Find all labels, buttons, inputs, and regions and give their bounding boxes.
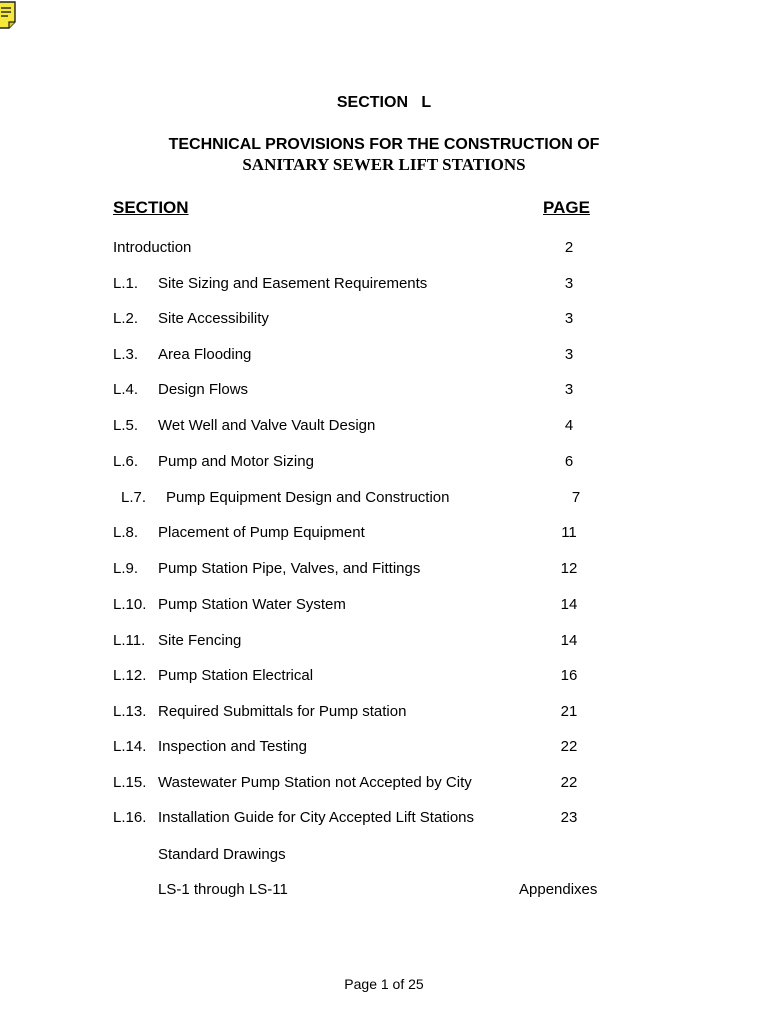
toc-row <box>0 524 768 546</box>
toc-number: L.1. <box>113 275 139 292</box>
toc-title: Site Accessibility <box>158 310 269 327</box>
toc-row-standard-drawings <box>0 846 768 868</box>
toc-number: L.10. <box>113 596 147 613</box>
toc-page: 22 <box>560 774 578 791</box>
toc-title: Pump Station Electrical <box>158 667 314 684</box>
toc-page: 6 <box>564 453 574 470</box>
document-title-line-2: SANITARY SEWER LIFT STATIONS <box>242 155 526 174</box>
toc-number: L.16. <box>113 809 147 826</box>
toc-title: Site Fencing <box>158 632 242 649</box>
toc-row <box>0 560 768 582</box>
toc-row <box>0 632 768 654</box>
toc-page: 2 <box>564 239 574 256</box>
document-title-line-1: TECHNICAL PROVISIONS FOR THE CONSTRUCTION OF <box>168 136 600 153</box>
toc-row <box>0 489 768 511</box>
toc-title: Inspection and Testing <box>158 738 307 755</box>
toc-row <box>0 774 768 796</box>
toc-title: Required Submittals for Pump station <box>158 703 407 720</box>
toc-title: Design Flows <box>158 381 249 398</box>
toc-number: L.6. <box>113 453 139 470</box>
toc-page: 7 <box>571 489 581 506</box>
toc-number: L.3. <box>113 346 139 363</box>
toc-row <box>0 809 768 831</box>
toc-row <box>0 310 768 332</box>
toc-title: Wet Well and Valve Vault Design <box>158 417 376 434</box>
toc-page: 12 <box>560 560 578 577</box>
toc-row <box>0 667 768 689</box>
toc-number: L.8. <box>113 524 139 541</box>
toc-page: 14 <box>560 596 578 613</box>
toc-page: 11 <box>561 524 577 541</box>
toc-title: Pump and Motor Sizing <box>158 453 314 470</box>
toc-page: 14 <box>560 632 578 649</box>
toc-title: Pump Equipment Design and Construction <box>166 489 450 506</box>
toc-number: L.9. <box>113 560 139 577</box>
toc-page: 21 <box>560 703 578 720</box>
toc-title: Area Flooding <box>158 346 252 363</box>
toc-page: 16 <box>560 667 578 684</box>
toc-row <box>0 453 768 475</box>
toc-title: Pump Station Pipe, Valves, and Fittings <box>158 560 421 577</box>
toc-page: 23 <box>560 809 578 826</box>
toc-title: Installation Guide for City Accepted Lift Stations <box>158 809 475 826</box>
sticky-note-icon[interactable] <box>0 0 18 30</box>
section-column-header: SECTION <box>113 198 189 217</box>
toc-page: 3 <box>564 310 574 327</box>
toc-row-appendix <box>0 881 768 903</box>
toc-number: L.12. <box>113 667 147 684</box>
toc-row <box>0 738 768 760</box>
toc-title: LS-1 through LS-11 <box>158 881 288 898</box>
toc-row-introduction <box>0 239 768 261</box>
section-heading: SECTION L <box>336 94 432 111</box>
toc-row <box>0 346 768 368</box>
toc-title: Site Sizing and Easement Requirements <box>158 275 428 292</box>
toc-page: 3 <box>564 275 574 292</box>
page-number-footer: Page 1 of 25 <box>344 976 424 992</box>
page-column-header: PAGE <box>543 198 590 217</box>
toc-page: 3 <box>564 346 574 363</box>
toc-row <box>0 381 768 403</box>
toc-page: 4 <box>564 417 574 434</box>
toc-row <box>0 703 768 725</box>
toc-page: Appendixes <box>519 881 598 898</box>
toc-row <box>0 596 768 618</box>
toc-number: L.2. <box>113 310 139 327</box>
toc-title: Introduction <box>113 239 192 256</box>
toc-number: L.7. <box>121 489 147 506</box>
toc-number: L.5. <box>113 417 139 434</box>
toc-number: L.15. <box>113 774 147 791</box>
toc-number: L.13. <box>113 703 147 720</box>
toc-title: Pump Station Water System <box>158 596 346 613</box>
toc-page: 3 <box>564 381 574 398</box>
toc-title: Wastewater Pump Station not Accepted by City <box>158 774 472 791</box>
toc-title: Placement of Pump Equipment <box>158 524 365 541</box>
toc-row <box>0 275 768 297</box>
toc-row <box>0 417 768 439</box>
toc-title: Standard Drawings <box>158 846 286 863</box>
toc-number: L.4. <box>113 381 139 398</box>
toc-number: L.11. <box>113 632 146 649</box>
toc-page: 22 <box>560 738 578 755</box>
toc-number: L.14. <box>113 738 147 755</box>
